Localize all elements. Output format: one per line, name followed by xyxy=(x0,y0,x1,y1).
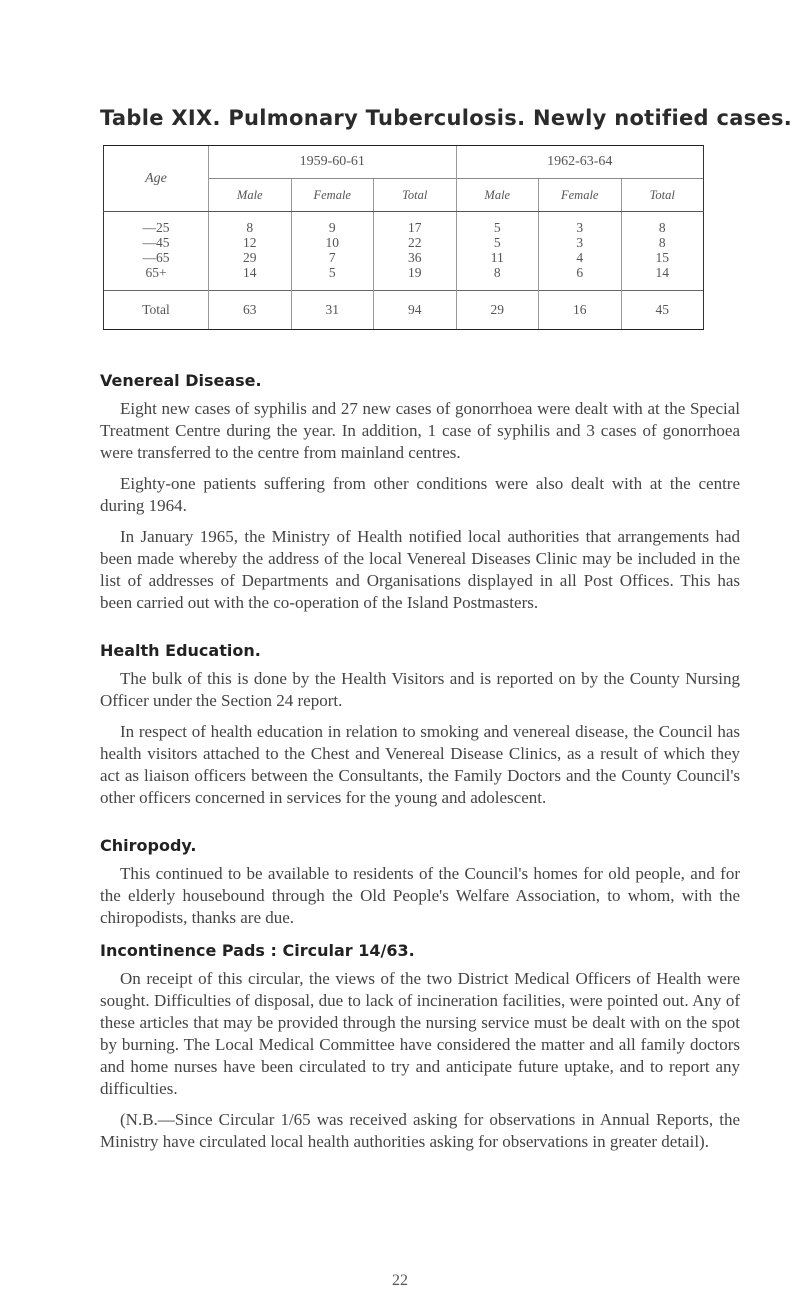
total-label: Total xyxy=(104,291,209,330)
total-cell: 94 xyxy=(374,291,457,330)
venereal-disease-section xyxy=(100,370,740,623)
value-cell: 7 xyxy=(291,250,374,265)
paragraph: In January 1965, the Ministry of Health notified local authorities that arrangements had been made whereby the address of the local Venereal Diseases Clinic may be included in the list of addresses of Departments and Organisations displayed in all Post Offices. This has been carried out with the co-operation of the Island Postmasters. xyxy=(100,527,740,612)
paragraph: The bulk of this is done by the Health Visitors and is reported on by the County Nursing Officer under the Section 24 report. xyxy=(100,669,740,710)
age-cell: —65 xyxy=(104,250,209,265)
column-header: Female xyxy=(291,179,374,212)
column-header: Female xyxy=(539,179,622,212)
value-cell: 14 xyxy=(209,265,292,291)
value-cell: 8 xyxy=(621,212,704,236)
column-header: Total xyxy=(621,179,704,212)
age-cell: 65+ xyxy=(104,265,209,291)
value-cell: 8 xyxy=(621,235,704,250)
value-cell: 9 xyxy=(291,212,374,236)
table-row xyxy=(104,265,704,291)
health-education-section xyxy=(100,640,740,818)
value-cell: 15 xyxy=(621,250,704,265)
period-header-1959: 1959-60-61 xyxy=(209,146,457,179)
value-cell: 5 xyxy=(291,265,374,291)
value-cell: 8 xyxy=(456,265,539,291)
total-cell: 31 xyxy=(291,291,374,330)
table-title: Table XIX. Pulmonary Tuberculosis. Newly notified cases. xyxy=(100,106,793,130)
age-cell: —25 xyxy=(104,212,209,236)
value-cell: 8 xyxy=(209,212,292,236)
value-cell: 22 xyxy=(374,235,457,250)
total-cell: 16 xyxy=(539,291,622,330)
value-cell: 6 xyxy=(539,265,622,291)
chiropody-section xyxy=(100,835,740,938)
paragraph: On receipt of this circular, the views of the two District Medical Officers of Health were sought. Difficulties of disposal, due to lack of incineration facilities, were pointed out. Any of these articles that may be provided through the nursing service must be dealt with on the spot by burning. The Local Medical Committee have considered the matter and all family doctors and home nurses have been circulated to try and anticipate future uptake, and to report any difficulties. xyxy=(100,969,740,1098)
column-header: Male xyxy=(209,179,292,212)
column-header: Male xyxy=(456,179,539,212)
paragraph: Eighty-one patients suffering from other conditions were also dealt with at the centre during 1964. xyxy=(100,474,740,515)
page-number: 22 xyxy=(392,1272,408,1289)
value-cell: 5 xyxy=(456,235,539,250)
value-cell: 11 xyxy=(456,250,539,265)
value-cell: 36 xyxy=(374,250,457,265)
table-row xyxy=(104,250,704,265)
value-cell: 14 xyxy=(621,265,704,291)
value-cell: 4 xyxy=(539,250,622,265)
paragraph: This continued to be available to residents of the Council's homes for old people, and for the elderly housebound through the Old People's Welfare Association, to whom, with the chiropodists, thanks are due. xyxy=(100,864,740,927)
table-row xyxy=(104,235,704,250)
column-header: Total xyxy=(374,179,457,212)
value-cell: 3 xyxy=(539,235,622,250)
section-heading: Chiropody. xyxy=(100,836,197,855)
value-cell: 19 xyxy=(374,265,457,291)
period-header-1962: 1962-63-64 xyxy=(456,146,704,179)
age-cell: —45 xyxy=(104,235,209,250)
total-cell: 63 xyxy=(209,291,292,330)
paragraph: (N.B.—Since Circular 1/65 was received asking for observations in Annual Reports, the Ministry have circulated local health authorities asking for observations in greater detail). xyxy=(100,1110,740,1151)
tuberculosis-table xyxy=(103,145,704,330)
value-cell: 29 xyxy=(209,250,292,265)
paragraph: Eight new cases of syphilis and 27 new cases of gonorrhoea were dealt with at the Special Treatment Centre during the year. In addition, 1 case of syphilis and 3 cases of gonorrhoea were transferred to the centre from mainland centres. xyxy=(100,399,740,462)
value-cell: 10 xyxy=(291,235,374,250)
value-cell: 17 xyxy=(374,212,457,236)
value-cell: 5 xyxy=(456,212,539,236)
total-cell: 45 xyxy=(621,291,704,330)
section-heading: Incontinence Pads : Circular 14/63. xyxy=(100,941,415,960)
table-row xyxy=(104,212,704,236)
section-heading: Health Education. xyxy=(100,641,261,660)
section-heading: Venereal Disease. xyxy=(100,371,262,390)
total-cell: 29 xyxy=(456,291,539,330)
total-row xyxy=(104,291,704,330)
value-cell: 12 xyxy=(209,235,292,250)
paragraph: In respect of health education in relation to smoking and venereal disease, the Council has health visitors attached to the Chest and Venereal Disease Clinics, as a result of which they act as liaison officers between the Consultants, the Family Doctors and the County Council's other officers concerned in services for the young and adolescent. xyxy=(100,722,740,807)
incontinence-pads-section xyxy=(100,940,740,1162)
age-header: Age xyxy=(104,146,209,212)
value-cell: 3 xyxy=(539,212,622,236)
